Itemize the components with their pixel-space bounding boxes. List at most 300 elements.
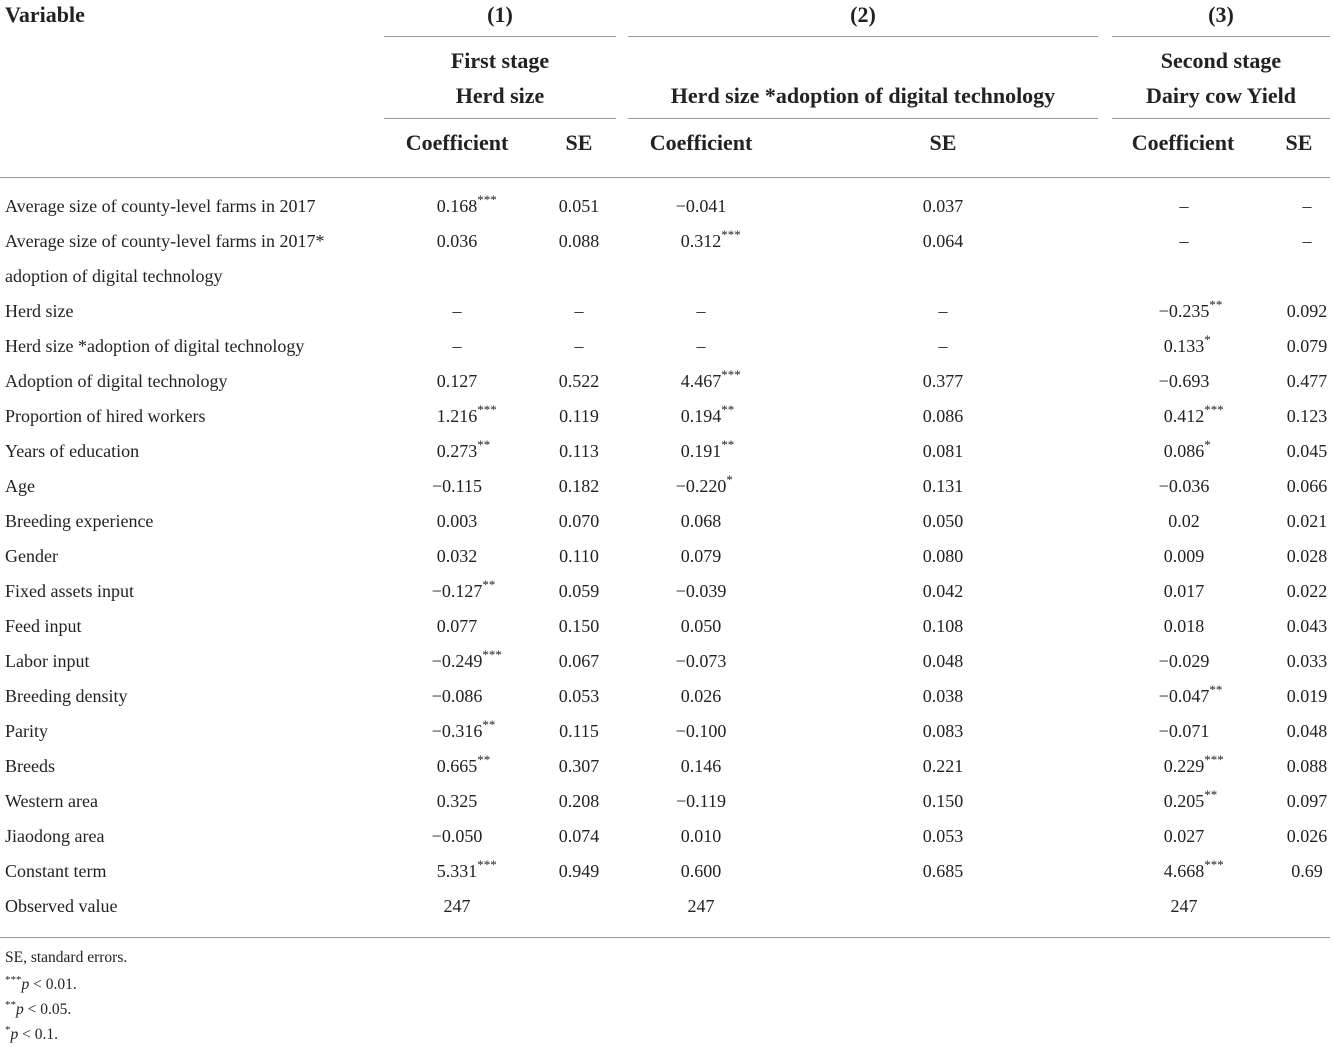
cell-value: 0.600 — [680, 861, 722, 881]
row-label: Age — [5, 476, 35, 496]
cell-value: 0.115 — [559, 721, 599, 741]
se-cell-1 — [519, 651, 639, 672]
cell-value: – — [1302, 231, 1312, 251]
se-cell-3 — [1247, 301, 1334, 322]
se-cell-3 — [1247, 861, 1334, 882]
cell-value: 0.168 — [436, 196, 478, 216]
se-cell-1 — [519, 511, 639, 532]
se-cell-3 — [1247, 371, 1334, 392]
cell-value: 0.051 — [558, 196, 600, 216]
group-2-top-rule — [628, 36, 1098, 37]
cell-value: – — [1302, 196, 1312, 216]
se-header-3: SE — [1285, 130, 1313, 155]
coef-cell-3 — [1124, 826, 1244, 847]
cell-value: – — [1179, 196, 1189, 216]
se-cell-2 — [883, 616, 1003, 637]
se-cell-3 — [1247, 686, 1334, 707]
significance-stars: *** — [1204, 402, 1224, 417]
cell-value: 0.113 — [559, 441, 599, 461]
row-label: Years of education — [5, 441, 140, 461]
cell-value: 0.059 — [558, 581, 600, 601]
cell-value: 4.668 — [1163, 861, 1205, 881]
footnote-p01: *p < 0.1. — [5, 1024, 58, 1044]
cell-value: 0.003 — [436, 511, 478, 531]
row-label: Proportion of hired workers — [5, 406, 206, 426]
cell-value: 0.150 — [922, 791, 964, 811]
group-3-mid-rule — [1112, 118, 1330, 119]
cell-value: 5.331 — [436, 861, 478, 881]
cell-value: 0.108 — [922, 616, 964, 636]
se-cell-3 — [1247, 581, 1334, 602]
cell-value: 0.037 — [922, 196, 964, 216]
row-label: Breeds — [5, 756, 55, 776]
coef-cell-1 — [397, 896, 517, 917]
coef-cell-1 — [397, 826, 517, 847]
significance-stars: ** — [1209, 297, 1223, 312]
cell-value: −0.047 — [1158, 686, 1210, 706]
group-2-title: Herd size *adoption of digital technology — [670, 83, 1056, 108]
cell-value: – — [696, 336, 706, 356]
cell-value: 0.086 — [922, 406, 964, 426]
coef-cell-2 — [641, 546, 761, 567]
coef-cell-1 — [397, 511, 517, 532]
se-cell-1 — [519, 861, 639, 882]
cell-value: – — [574, 301, 584, 321]
cell-value: 0.088 — [558, 231, 600, 251]
cell-value: 0.045 — [1286, 441, 1328, 461]
se-cell-2 — [883, 371, 1003, 392]
row-label: Feed input — [5, 616, 82, 636]
coef-cell-2 — [641, 402, 761, 427]
row-label-continued: adoption of digital technology — [5, 266, 223, 286]
se-cell-3 — [1247, 791, 1334, 812]
cell-value: 0.477 — [1286, 371, 1328, 391]
coef-cell-1 — [397, 192, 517, 217]
se-cell-1 — [519, 406, 639, 427]
group-3-number: (3) — [1208, 2, 1234, 27]
se-cell-1 — [519, 231, 639, 252]
cell-value: 0.273 — [436, 441, 478, 461]
coef-cell-1 — [397, 546, 517, 567]
cell-value: −0.073 — [675, 651, 727, 671]
cell-value: 0.048 — [1286, 721, 1328, 741]
cell-value: −0.041 — [675, 196, 727, 216]
group-1-top-rule — [384, 36, 616, 37]
coef-cell-3 — [1124, 616, 1244, 637]
cell-value: 0.017 — [1163, 581, 1205, 601]
coef-cell-3 — [1124, 546, 1244, 567]
significance-stars: ** — [477, 437, 491, 452]
group-2-number: (2) — [850, 2, 876, 27]
cell-value: 0.412 — [1163, 406, 1205, 426]
se-header-2: SE — [929, 130, 957, 155]
row-label: Breeding density — [5, 686, 128, 706]
cell-value: 0.307 — [558, 756, 600, 776]
coef-cell-3 — [1124, 297, 1244, 322]
cell-value: 0.081 — [922, 441, 964, 461]
cell-value: 0.038 — [922, 686, 964, 706]
coef-cell-1 — [397, 371, 517, 392]
row-label: Breeding experience — [5, 511, 154, 531]
coef-cell-2 — [641, 472, 761, 497]
coef-cell-1 — [397, 717, 517, 742]
se-cell-3 — [1247, 406, 1334, 427]
coef-cell-2 — [641, 437, 761, 462]
coef-cell-2 — [641, 826, 761, 847]
coef-cell-1 — [397, 336, 517, 357]
cell-value: 0.077 — [436, 616, 478, 636]
cell-value: 0.208 — [558, 791, 600, 811]
cell-value: 0.028 — [1286, 546, 1328, 566]
row-label: Parity — [5, 721, 48, 741]
cell-value: −0.036 — [1158, 476, 1210, 496]
cell-value: −0.115 — [432, 476, 482, 496]
cell-value: 0.009 — [1163, 546, 1205, 566]
se-cell-1 — [519, 371, 639, 392]
coef-cell-2 — [641, 651, 761, 672]
cell-value: 0.131 — [922, 476, 964, 496]
coef-cell-2 — [641, 196, 761, 217]
significance-stars: * — [1204, 437, 1211, 452]
coef-cell-1 — [397, 402, 517, 427]
coef-cell-3 — [1124, 581, 1244, 602]
cell-value: 0.949 — [558, 861, 600, 881]
coef-header-3: Coefficient — [1131, 130, 1235, 155]
coef-cell-1 — [397, 647, 517, 672]
coef-cell-3 — [1124, 857, 1244, 882]
row-label: Jiaodong area — [5, 826, 105, 846]
se-cell-2 — [883, 476, 1003, 497]
cell-value: 0.123 — [1286, 406, 1328, 426]
se-cell-3 — [1247, 756, 1334, 777]
cell-value: 0.032 — [436, 546, 478, 566]
coef-cell-2 — [641, 336, 761, 357]
se-cell-2 — [883, 406, 1003, 427]
coef-cell-1 — [397, 686, 517, 707]
group-1-title-line2: Herd size — [455, 83, 545, 108]
cell-value: 0.191 — [680, 441, 722, 461]
se-header-1: SE — [565, 130, 593, 155]
significance-stars: ** — [482, 717, 496, 732]
coef-cell-3 — [1124, 682, 1244, 707]
cell-value: 0.685 — [922, 861, 964, 881]
coef-cell-2 — [641, 367, 761, 392]
coef-cell-2 — [641, 686, 761, 707]
group-1-mid-rule — [384, 118, 616, 119]
cell-value: 0.02 — [1168, 511, 1200, 531]
cell-value: 0.027 — [1163, 826, 1205, 846]
coef-cell-3 — [1124, 437, 1244, 462]
coef-cell-3 — [1124, 787, 1244, 812]
cell-value: 0.69 — [1291, 861, 1323, 881]
cell-value: 0.064 — [922, 231, 964, 251]
cell-value: 0.080 — [922, 546, 964, 566]
coef-cell-2 — [641, 861, 761, 882]
cell-value: 0.036 — [436, 231, 478, 251]
coef-cell-3 — [1124, 371, 1244, 392]
cell-value: 247 — [443, 896, 471, 916]
cell-value: – — [938, 336, 948, 356]
significance-stars: ** — [477, 752, 491, 767]
cell-value: 0.079 — [680, 546, 722, 566]
cell-value: 0.070 — [558, 511, 600, 531]
cell-value: 0.079 — [1286, 336, 1328, 356]
se-cell-2 — [883, 231, 1003, 252]
cell-value: 0.048 — [922, 651, 964, 671]
coef-cell-3 — [1124, 721, 1244, 742]
coef-cell-1 — [397, 476, 517, 497]
row-label: Western area — [5, 791, 98, 811]
se-cell-2 — [883, 651, 1003, 672]
se-cell-1 — [519, 721, 639, 742]
significance-stars: *** — [477, 402, 497, 417]
coef-cell-3 — [1124, 896, 1244, 917]
coef-cell-2 — [641, 896, 761, 917]
se-cell-1 — [519, 581, 639, 602]
se-cell-2 — [883, 756, 1003, 777]
group-1-number: (1) — [487, 2, 513, 27]
se-cell-1 — [519, 336, 639, 357]
cell-value: 0.033 — [1286, 651, 1328, 671]
se-cell-3 — [1247, 651, 1334, 672]
significance-stars: ** — [721, 437, 735, 452]
coef-cell-1 — [397, 577, 517, 602]
cell-value: 0.325 — [436, 791, 478, 811]
significance-stars: *** — [1204, 857, 1224, 872]
cell-value: 0.377 — [922, 371, 964, 391]
cell-value: 0.133 — [1163, 336, 1205, 356]
cell-value: 0.067 — [558, 651, 600, 671]
coef-cell-1 — [397, 616, 517, 637]
significance-stars: * — [1204, 332, 1211, 347]
cell-value: −0.693 — [1158, 371, 1210, 391]
cell-value: 0.522 — [558, 371, 600, 391]
se-cell-3 — [1247, 616, 1334, 637]
se-cell-1 — [519, 196, 639, 217]
coef-cell-1 — [397, 437, 517, 462]
cell-value: 0.097 — [1286, 791, 1328, 811]
significance-stars: *** — [477, 192, 497, 207]
se-cell-2 — [883, 791, 1003, 812]
se-cell-2 — [883, 546, 1003, 567]
cell-value: −0.100 — [675, 721, 727, 741]
coef-header-2: Coefficient — [649, 130, 753, 155]
cell-value: 0.194 — [680, 406, 722, 426]
se-cell-1 — [519, 686, 639, 707]
significance-stars: *** — [482, 647, 502, 662]
cell-value: 0.110 — [559, 546, 599, 566]
cell-value: −0.071 — [1158, 721, 1210, 741]
se-cell-3 — [1247, 441, 1334, 462]
se-cell-1 — [519, 756, 639, 777]
cell-value: 0.312 — [680, 231, 722, 251]
se-cell-3 — [1247, 546, 1334, 567]
cell-value: −0.249 — [431, 651, 483, 671]
cell-value: 0.088 — [1286, 756, 1328, 776]
cell-value: −0.316 — [431, 721, 483, 741]
se-cell-2 — [883, 511, 1003, 532]
se-cell-1 — [519, 546, 639, 567]
coef-cell-3 — [1124, 511, 1244, 532]
se-cell-2 — [883, 336, 1003, 357]
se-cell-2 — [883, 196, 1003, 217]
cell-value: −0.039 — [675, 581, 727, 601]
se-cell-2 — [883, 861, 1003, 882]
cell-value: 0.068 — [680, 511, 722, 531]
coef-cell-1 — [397, 301, 517, 322]
header-bottom-rule — [0, 177, 1330, 178]
coef-cell-2 — [641, 301, 761, 322]
coef-cell-3 — [1124, 332, 1244, 357]
cell-value: 0.066 — [1286, 476, 1328, 496]
se-cell-1 — [519, 441, 639, 462]
cell-value: 0.086 — [1163, 441, 1205, 461]
coef-cell-1 — [397, 752, 517, 777]
cell-value: 247 — [1170, 896, 1198, 916]
footnote-p005: **p < 0.05. — [5, 999, 72, 1019]
cell-value: – — [452, 336, 462, 356]
cell-value: 0.229 — [1163, 756, 1205, 776]
row-label: Constant term — [5, 861, 107, 881]
significance-stars: * — [726, 472, 733, 487]
cell-value: −0.220 — [675, 476, 727, 496]
cell-value: −0.127 — [431, 581, 483, 601]
group-2-mid-rule — [628, 118, 1098, 119]
row-label: Herd size *adoption of digital technology — [5, 336, 305, 356]
coef-cell-3 — [1124, 231, 1244, 252]
cell-value: 247 — [687, 896, 715, 916]
row-label: Fixed assets input — [5, 581, 134, 601]
se-cell-2 — [883, 686, 1003, 707]
cell-value: – — [574, 336, 584, 356]
significance-stars: ** — [1204, 787, 1218, 802]
se-cell-3 — [1247, 511, 1334, 532]
footnote-p001: ***p < 0.01. — [5, 974, 77, 994]
group-3-top-rule — [1112, 36, 1330, 37]
cell-value: 0.050 — [680, 616, 722, 636]
se-cell-1 — [519, 301, 639, 322]
cell-value: – — [1179, 231, 1189, 251]
cell-value: −0.029 — [1158, 651, 1210, 671]
group-3-title-line2: Dairy cow Yield — [1146, 83, 1296, 108]
cell-value: 0.021 — [1286, 511, 1328, 531]
significance-stars: *** — [721, 227, 741, 242]
cell-value: −0.050 — [431, 826, 483, 846]
cell-value: 1.216 — [436, 406, 478, 426]
coef-cell-2 — [641, 511, 761, 532]
cell-value: 0.205 — [1163, 791, 1205, 811]
coef-cell-2 — [641, 791, 761, 812]
cell-value: 0.026 — [1286, 826, 1328, 846]
cell-value: 0.221 — [922, 756, 964, 776]
se-cell-1 — [519, 826, 639, 847]
row-label: Adoption of digital technology — [5, 371, 228, 391]
se-cell-3 — [1247, 196, 1334, 217]
coef-cell-2 — [641, 581, 761, 602]
row-label: Gender — [5, 546, 58, 566]
cell-value: 0.050 — [922, 511, 964, 531]
footnote-se: SE, standard errors. — [5, 949, 128, 966]
cell-value: 0.092 — [1286, 301, 1328, 321]
se-cell-2 — [883, 301, 1003, 322]
significance-stars: *** — [721, 367, 741, 382]
se-cell-3 — [1247, 476, 1334, 497]
cell-value: 0.074 — [558, 826, 600, 846]
coef-cell-3 — [1124, 651, 1244, 672]
coef-cell-3 — [1124, 752, 1244, 777]
cell-value: 0.146 — [680, 756, 722, 776]
cell-value: 0.010 — [680, 826, 722, 846]
cell-value: 0.119 — [559, 406, 599, 426]
row-label: Labor input — [5, 651, 90, 671]
significance-stars: ** — [721, 402, 735, 417]
coef-cell-2 — [641, 227, 761, 252]
cell-value: – — [696, 301, 706, 321]
cell-value: −0.086 — [431, 686, 483, 706]
cell-value: 0.043 — [1286, 616, 1328, 636]
row-label: Average size of county-level farms in 2017* — [5, 231, 325, 251]
se-cell-2 — [883, 441, 1003, 462]
coef-cell-1 — [397, 231, 517, 252]
group-3-title-line1: Second stage — [1160, 48, 1282, 73]
se-cell-3 — [1247, 826, 1334, 847]
se-cell-1 — [519, 476, 639, 497]
cell-value: 0.019 — [1286, 686, 1328, 706]
variable-header: Variable — [5, 2, 85, 27]
se-cell-1 — [519, 616, 639, 637]
cell-value: – — [452, 301, 462, 321]
cell-value: 0.026 — [680, 686, 722, 706]
row-label: Average size of county-level farms in 2017 — [5, 196, 316, 216]
cell-value: 0.150 — [558, 616, 600, 636]
se-cell-3 — [1247, 336, 1334, 357]
cell-value: 0.053 — [922, 826, 964, 846]
cell-value: 0.182 — [558, 476, 600, 496]
cell-value: 0.127 — [436, 371, 478, 391]
se-cell-2 — [883, 826, 1003, 847]
row-label: Herd size — [5, 301, 74, 321]
coef-cell-3 — [1124, 476, 1244, 497]
significance-stars: *** — [477, 857, 497, 872]
se-cell-3 — [1247, 721, 1334, 742]
se-cell-1 — [519, 791, 639, 812]
coef-cell-1 — [397, 857, 517, 882]
cell-value: 0.665 — [436, 756, 478, 776]
coef-cell-2 — [641, 756, 761, 777]
cell-value: 0.053 — [558, 686, 600, 706]
cell-value: 0.022 — [1286, 581, 1328, 601]
cell-value: 4.467 — [680, 371, 722, 391]
coef-cell-1 — [397, 791, 517, 812]
cell-value: – — [938, 301, 948, 321]
cell-value: 0.042 — [922, 581, 964, 601]
cell-value: −0.235 — [1158, 301, 1210, 321]
coef-cell-2 — [641, 721, 761, 742]
row-label: Observed value — [5, 896, 118, 916]
se-cell-3 — [1247, 231, 1334, 252]
cell-value: 0.018 — [1163, 616, 1205, 636]
significance-stars: ** — [482, 577, 496, 592]
coef-cell-3 — [1124, 196, 1244, 217]
cell-value: −0.119 — [676, 791, 726, 811]
se-cell-2 — [883, 721, 1003, 742]
cell-value: 0.083 — [922, 721, 964, 741]
se-cell-2 — [883, 581, 1003, 602]
significance-stars: ** — [1209, 682, 1223, 697]
coef-cell-3 — [1124, 402, 1244, 427]
significance-stars: *** — [1204, 752, 1224, 767]
coef-cell-2 — [641, 616, 761, 637]
